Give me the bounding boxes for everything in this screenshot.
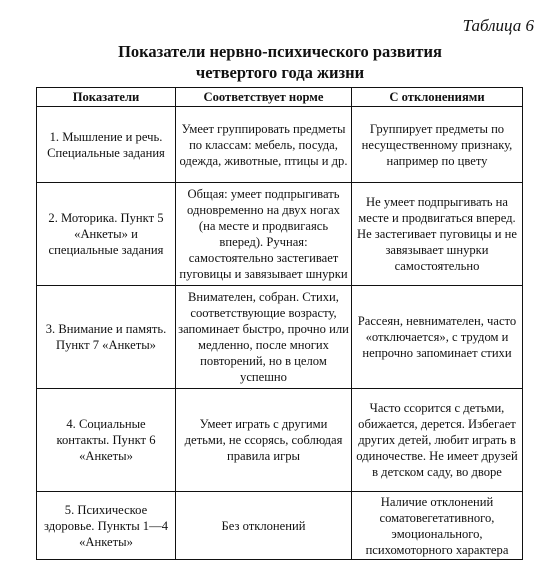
column-header-indicators: Показатели	[37, 88, 176, 107]
table-row	[37, 107, 523, 183]
table-row	[37, 389, 523, 492]
cell-deviation: Наличие отклонений соматовегетативного, эмоционального, психомоторного характера	[352, 492, 523, 560]
development-table	[36, 87, 523, 560]
cell-deviation: Не умеет подпрыгивать на месте и продвигаться вперед. Не застегивает пуговицы и не завязывает шнурки самостоятельно	[352, 183, 523, 286]
column-header-norm: Соответствует норме	[176, 88, 352, 107]
cell-indicator: 3. Внимание и память. Пункт 7 «Анкеты»	[37, 286, 176, 389]
table-row	[37, 286, 523, 389]
cell-indicator: 2. Моторика. Пункт 5 «Анкеты» и специальные задания	[37, 183, 176, 286]
cell-indicator: 4. Социальные контакты. Пункт 6 «Анкеты»	[37, 389, 176, 492]
table-label: Таблица 6	[462, 16, 534, 35]
cell-norm: Умеет группировать предметы по классам: мебель, посуда, одежда, животные, птицы и др.	[176, 107, 352, 183]
table-row	[37, 183, 523, 286]
cell-norm: Внимателен, собран. Стихи, соответствующие возрасту, запоминает быстро, прочно или медленно, после многих повторений, но в целом успешно	[176, 286, 352, 389]
title-line-2: четвертого года жизни	[195, 63, 365, 82]
table-title	[0, 41, 560, 83]
column-header-deviation: С отклонениями	[352, 88, 523, 107]
cell-deviation: Группирует предметы по несущественному признаку, например по цвету	[352, 107, 523, 183]
header-row	[37, 88, 523, 107]
table-row	[37, 492, 523, 560]
cell-deviation: Рассеян, невнимателен, часто «отключается», с трудом и непрочно запоминает стихи	[352, 286, 523, 389]
cell-norm: Умеет играть с другими детьми, не ссорясь, соблюдая правила игры	[176, 389, 352, 492]
title-line-1: Показатели нервно-психического развития	[118, 42, 442, 61]
cell-deviation: Часто ссорится с детьми, обижается, дерется. Избегает других детей, любит играть в одиночестве. Не имеет друзей в детском саду, во дворе	[352, 389, 523, 492]
cell-norm: Общая: умеет подпрыгивать одновременно на двух ногах (на месте и продвигаясь вперед). Ручная: самостоятельно застегивает пуговицы и завязывает шнурки	[176, 183, 352, 286]
cell-indicator: 1. Мышление и речь. Специальные задания	[37, 107, 176, 183]
cell-norm: Без отклонений	[176, 492, 352, 560]
cell-indicator: 5. Психическое здоровье. Пункты 1—4 «Анкеты»	[37, 492, 176, 560]
